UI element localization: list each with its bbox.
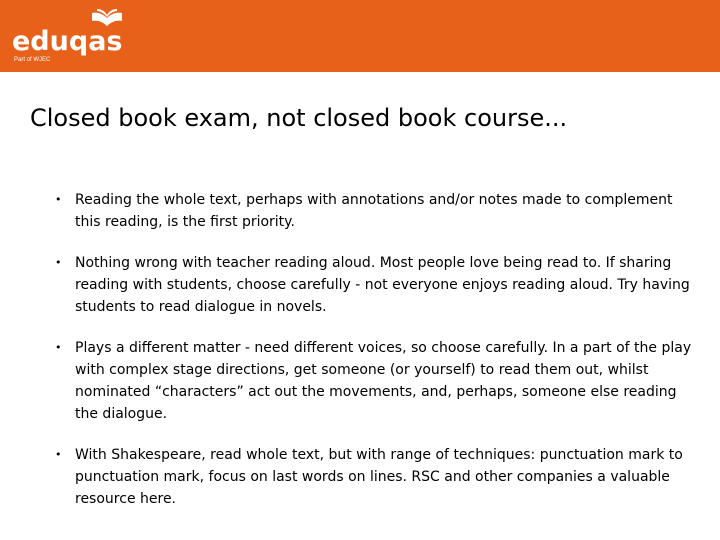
- bullet-text: Reading the whole text, perhaps with annotations and/or notes made to complement this reading, is the first priority.: [75, 192, 673, 230]
- bullet-item: [52, 337, 692, 425]
- slide-title: Closed book exam, not closed book course...: [30, 104, 568, 132]
- bullet-list: [52, 189, 692, 529]
- bullet-marker: •: [55, 341, 62, 354]
- header-bar: [0, 0, 720, 72]
- bullet-marker: •: [55, 448, 62, 461]
- bullet-text: Plays a different matter - need different voices, so choose carefully. In a part of the play with complex stage directions, get someone (or yourself) to read them out, whilst nominated “characters” act out the movements, and, perhaps, someone else reading the dialogue.: [75, 340, 692, 422]
- logo-tagline: Part of WJEC: [14, 57, 51, 63]
- bullet-text: With Shakespeare, read whole text, but with range of techniques: punctuation mark to punctuation mark, focus on last words on lines. RSC and other companies a valuable resource here.: [75, 447, 683, 507]
- eduqas-logo: [10, 8, 130, 66]
- bullet-item: [52, 444, 692, 510]
- bullet-marker: •: [55, 256, 62, 269]
- bullet-text: Nothing wrong with teacher reading aloud. Most people love being read to. If sharing reading with students, choose carefully - not everyone enjoys reading aloud. Try having students to read dialogue in novels.: [75, 255, 690, 315]
- bullet-item: [52, 189, 692, 233]
- bullet-item: [52, 252, 692, 318]
- logo-wordmark: eduqas: [12, 26, 123, 57]
- bullet-marker: •: [55, 193, 62, 206]
- open-book-icon: [90, 8, 124, 28]
